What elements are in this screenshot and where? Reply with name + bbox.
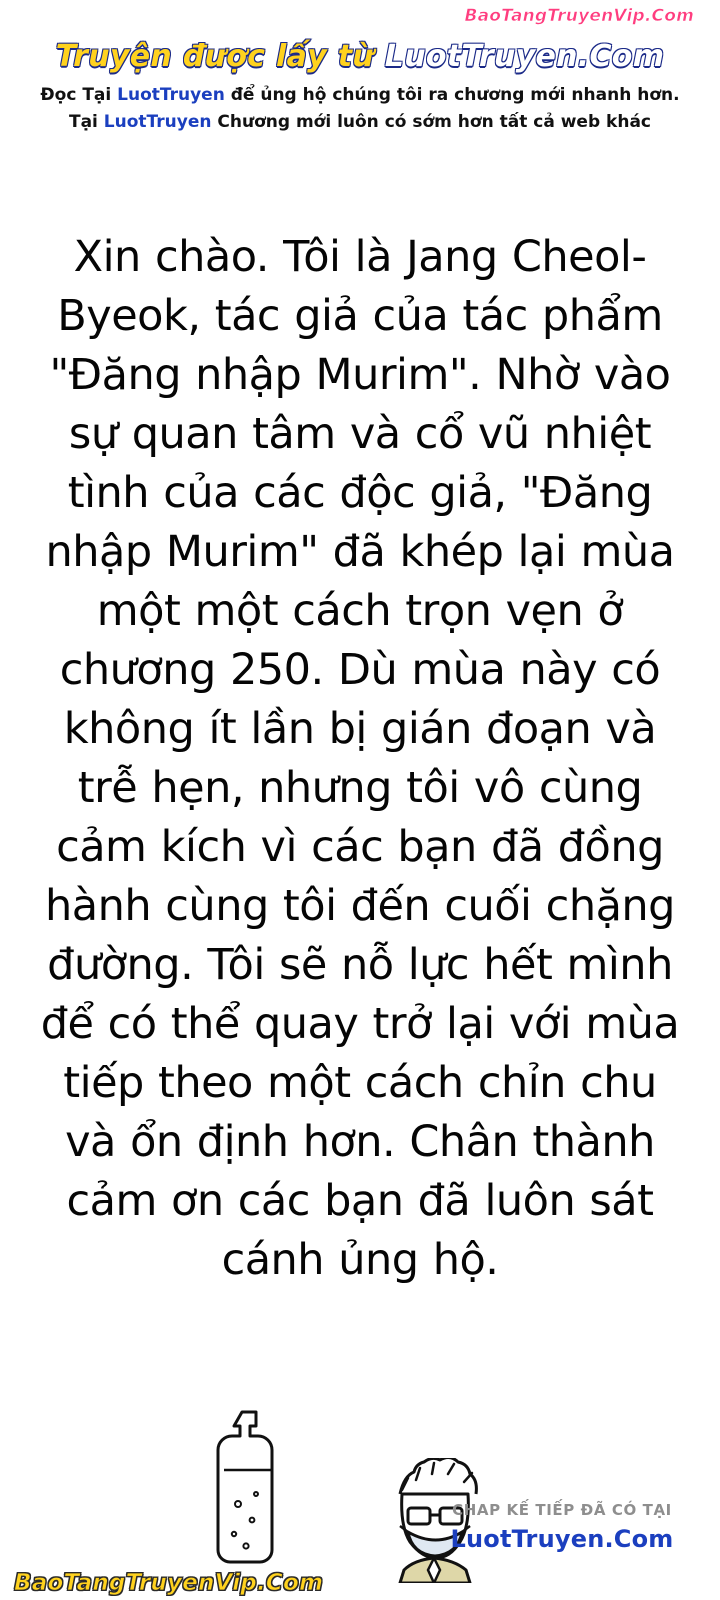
promo-line1-a: Đọc Tại [40, 85, 118, 105]
next-chapter-site-link[interactable]: LuotTruyen.Com [450, 1525, 674, 1553]
comic-artwork [0, 1380, 720, 1600]
bottom-watermark: BaoTangTruyenVip.Com [14, 1570, 324, 1596]
promo-line2-site: LuotTruyen [103, 111, 212, 132]
next-chapter-label: CHAP KẾ TIẾP ĐÃ CÓ TẠI [452, 1501, 672, 1519]
promo-banner-title [0, 40, 720, 73]
promo-banner-title-prefix: Truyện được lấy từ [55, 39, 385, 74]
promo-line2-a: Tại [68, 111, 104, 132]
promo-banner [0, 40, 720, 134]
promo-line1-site: LuotTruyen [117, 85, 225, 105]
next-chapter-credit [432, 1501, 692, 1553]
drink-glass-icon [212, 1408, 284, 1568]
promo-banner-line-2 [0, 110, 720, 135]
promo-line1-c: để ủng hộ chúng tôi ra chương mới nhanh hơn. [224, 85, 680, 105]
top-watermark: BaoTangTruyenVip.Com [464, 6, 694, 26]
promo-banner-title-site: LuotTruyen.Com [384, 39, 665, 74]
promo-banner-line-1 [0, 83, 720, 108]
promo-line2-c: Chương mới luôn có sớm hơn tất cả web khác [211, 111, 652, 132]
panel-divider [0, 1380, 720, 1381]
narration-text: Xin chào. Tôi là Jang Cheol-Byeok, tác giả của tác phẩm "Đăng nhập Murim". Nhờ vào sự quan tâm và cổ vũ nhiệt tình của các độc giả, "Đăng nhập Murim" đã khép lại mùa một một cách trọn vẹn ở chương 250. Dù mùa này có không ít lần bị gián đoạn và trễ hẹn, nhưng tôi vô cùng cảm kích vì các bạn đã đồng hành cùng tôi đến cuối chặng đường. Tôi sẽ nỗ lực hết mình để có thể quay trở lại với mùa tiếp theo một cách chỉn chu và ổn định hơn. Chân thành cảm ơn các bạn đã luôn sát cánh ủng hộ. [40, 232, 680, 1285]
